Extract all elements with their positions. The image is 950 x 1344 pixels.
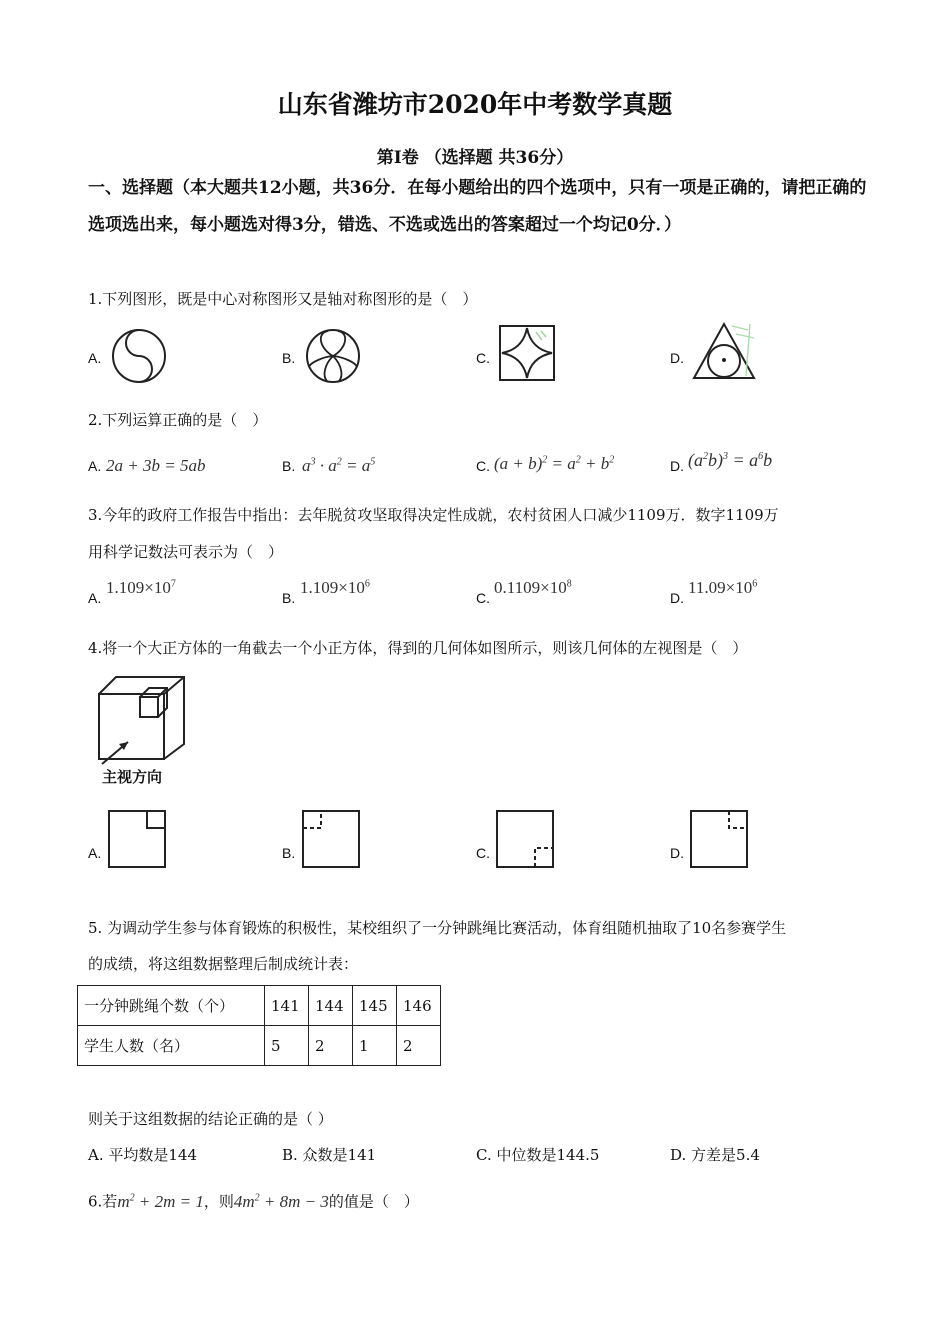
- q6-mid: ，则: [203, 1192, 234, 1211]
- q3-option-a-label: A.: [88, 590, 102, 606]
- table-cell: 145: [353, 986, 397, 1026]
- section-heading: 一、选择题（本大题共12小题，共36分．在每小题给出的四个选项中，只有一项是正确的，请把正确的选项选出来，每小题选对得3分，错选、不选或选出的答案超过一个均记0分．）: [88, 178, 867, 235]
- q1-stem: 1.下列图形，既是中心对称图形又是轴对称图形的是（ ）: [88, 290, 478, 308]
- table-cell: 学生人数（名）: [78, 1026, 265, 1066]
- q4-option-d-label: D.: [670, 845, 684, 861]
- q2-option-b-expression: $a^3 \cdot a^2 = a^5$: [302, 456, 376, 475]
- q6-target-expression: $4m^2 + 8m - 3$: [233, 1191, 329, 1211]
- page-title: 山东省潍坊市2020年中考数学真题: [277, 90, 673, 119]
- table-row: [78, 1026, 441, 1066]
- q2-option-c-label: C.: [476, 458, 490, 474]
- q6-condition-expression: $m^2 + 2m = 1$: [117, 1191, 204, 1211]
- q1-option-a-label: A.: [88, 350, 102, 366]
- table-cell: 2: [397, 1026, 441, 1066]
- q6-suffix: 的值是（ ）: [328, 1192, 419, 1211]
- table-cell: 144: [309, 986, 353, 1026]
- q1-option-b-three-petal-figure: [302, 327, 364, 385]
- table-cell: 1: [353, 1026, 397, 1066]
- q3-stem-line2: 用科学记数法可表示为（ ）: [88, 543, 284, 561]
- q4-cube-figure: [94, 672, 194, 768]
- q2-option-d-label: D.: [670, 458, 684, 474]
- q4-option-c-label: C.: [476, 845, 490, 861]
- q1-option-c-label: C.: [476, 350, 490, 366]
- q3-option-b-value: $1.109\times 10^6$: [300, 578, 370, 597]
- q5-stats-table: [77, 985, 441, 1066]
- q3-option-b-label: B.: [282, 590, 296, 606]
- table-cell: 2: [309, 1026, 353, 1066]
- q6-prefix: 6.若: [88, 1192, 118, 1211]
- q3-option-d-value: $11.09\times 10^6$: [688, 578, 758, 597]
- q2-option-d-expression: $(a^2b)^3 = a^6b$: [688, 450, 773, 470]
- q4-option-a-label: A.: [88, 845, 102, 861]
- table-row: [78, 986, 441, 1026]
- q1-option-d-circle-in-triangle-figure: [688, 320, 766, 386]
- q2-stem: 2.下列运算正确的是（ ）: [88, 411, 268, 429]
- q1-option-b-label: B.: [282, 350, 296, 366]
- q4-option-a-view-figure: [106, 808, 170, 870]
- q3-stem-line1: 3.今年的政府工作报告中指出：去年脱贫攻坚取得决定性成就，农村贫困人口减少1109万．数字1109万: [88, 506, 779, 524]
- q4-option-d-view-figure: [688, 808, 752, 870]
- q3-option-c-label: C.: [476, 590, 490, 606]
- q4-stem: 4.将一个大正方体的一角截去一个小正方体，得到的几何体如图所示，则该几何体的左视图是（ ）: [88, 639, 748, 657]
- q4-view-direction-label: 主视方向: [102, 768, 163, 786]
- q1-option-d-label: D.: [670, 350, 684, 366]
- q2-option-c-expression: $(a + b)^2 = a^2 + b^2$: [494, 454, 615, 473]
- q5-question: 则关于这组数据的结论正确的是（ ）: [88, 1110, 333, 1128]
- q4-option-c-view-figure: [494, 808, 558, 870]
- q5-option-b: B. 众数是141: [282, 1146, 377, 1164]
- table-cell: 5: [265, 1026, 309, 1066]
- q4-option-b-view-figure: [300, 808, 364, 870]
- q5-option-d: D. 方差是5.4: [670, 1146, 760, 1164]
- q2-option-b-label: B.: [282, 458, 296, 474]
- q3-option-c-value: $0.1109\times 10^8$: [494, 578, 572, 597]
- q5-option-a: A. 平均数是144: [88, 1146, 197, 1164]
- q1-option-a-yin-yang-figure: [108, 327, 170, 385]
- q3-option-d-label: D.: [670, 590, 684, 606]
- q4-option-b-label: B.: [282, 845, 296, 861]
- q2-option-a-expression: 2a + 3b = 5ab: [106, 456, 206, 475]
- q5-option-c: C. 中位数是144.5: [476, 1146, 600, 1164]
- q5-stem-line1: 5. 为调动学生参与体育锻炼的积极性，某校组织了一分钟跳绳比赛活动，体育组随机抽取了10名参赛学生: [88, 919, 787, 937]
- table-cell: 一分钟跳绳个数（个）: [78, 986, 265, 1026]
- q3-option-a-value: $1.109\times 10^7$: [106, 578, 176, 597]
- q1-option-c-star-in-square-figure: [496, 322, 558, 384]
- q5-stem-line2: 的成绩，将这组数据整理后制成统计表：: [88, 955, 359, 973]
- table-cell: 141: [265, 986, 309, 1026]
- table-cell: 146: [397, 986, 441, 1026]
- q6-stem: [88, 1180, 419, 1220]
- section-subtitle: 第Ⅰ卷 （选择题 共36分）: [376, 148, 574, 168]
- q2-option-a-label: A.: [88, 458, 102, 474]
